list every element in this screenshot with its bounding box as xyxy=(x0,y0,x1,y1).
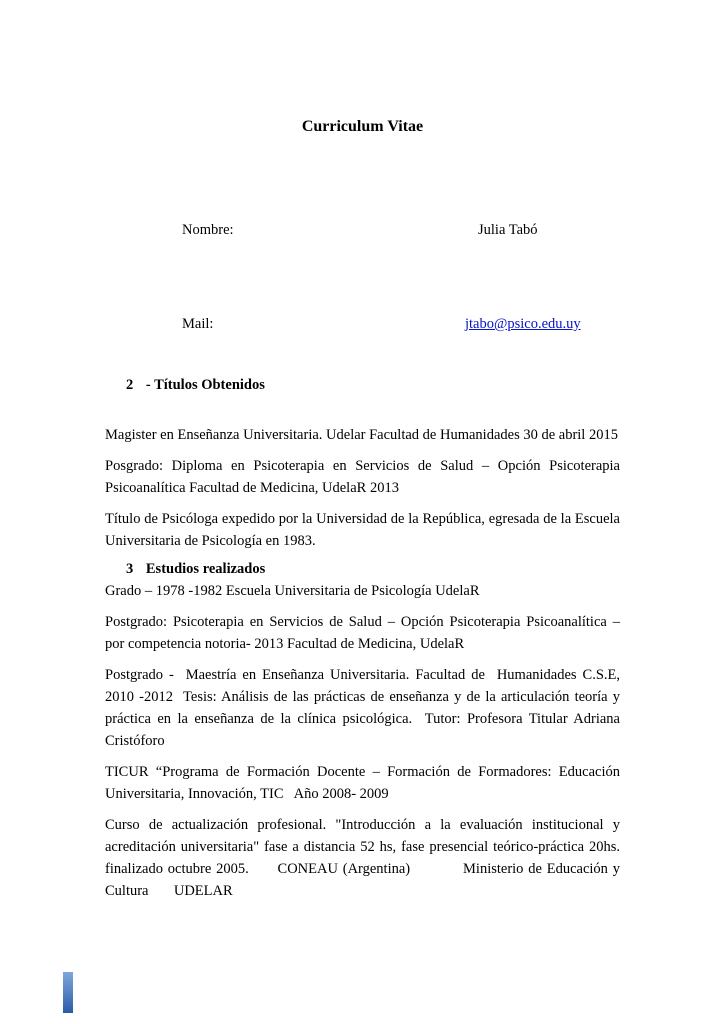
page-artifact-graphic xyxy=(63,972,73,1013)
section-heading-estudios-realizados xyxy=(105,558,620,580)
document-content xyxy=(105,0,624,902)
cv-paragraph-ticur: TICUR “Programa de Formación Docente – Formación de Formadores: Educación Universitaria, Innovación, TIC Año 2008- 2009 xyxy=(105,764,624,802)
cv-paragraph-postgrado-psicoterapia: Postgrado: Psicoterapia en Servicios de Salud – Opción Psicoterapia Psicoanalítica – por competencia notoria- 2013 Facultad de Medicina, UdelaR xyxy=(105,614,624,652)
name-value: Julia Tabó xyxy=(478,222,538,238)
cv-paragraph-grado: Grado – 1978 -1982 Escuela Universitaria de Psicología UdelaR xyxy=(105,583,480,599)
cv-paragraph-magister: Magister en Enseñanza Universitaria. Udelar Facultad de Humanidades 30 de abril 2015 xyxy=(105,427,618,443)
section-number: 2 xyxy=(126,377,134,393)
section-title: - Títulos Obtenidos xyxy=(145,377,265,393)
page-title: Curriculum Vitae xyxy=(301,118,424,135)
mail-link[interactable]: jtabo@psico.edu.uy xyxy=(465,316,581,332)
section-heading-titulos-obtenidos xyxy=(105,374,620,396)
name-label: Nombre: xyxy=(182,222,234,238)
cv-paragraph-postgrado-maestria: Postgrado - Maestría en Enseñanza Universitaria. Facultad de Humanidades C.S.E, 2010 -2012 Tesis: Análisis de las prácticas de enseñanza y de la articulación teoría y práctica en la enseñanza de la clínica psicológica. Tutor: Profesora Titular Adriana Cristóforo xyxy=(105,667,624,749)
mail-field-row xyxy=(105,316,620,333)
section-title: Estudios realizados xyxy=(145,561,266,577)
cv-paragraph-curso-actualizacion: Curso de actualización profesional. "Introducción a la evaluación institucional y acreditación universitaria" fase a distancia 52 hs, fase presencial teórico-práctica 20hs. finalizado octubre 2005. CONEAU (Argentina) Ministerio de Educación y Cultura UDELAR xyxy=(105,817,624,899)
name-field-row xyxy=(105,222,620,239)
mail-label: Mail: xyxy=(182,316,214,332)
cv-paragraph-posgrado-diploma: Posgrado: Diploma en Psicoterapia en Servicios de Salud – Opción Psicoterapia Psicoanalítica Facultad de Medicina, UdelaR 2013 xyxy=(105,458,624,496)
section-number: 3 xyxy=(126,561,134,577)
cv-paragraph-titulo-psicologa: Título de Psicóloga expedido por la Universidad de la República, egresada de la Escuela Universitaria de Psicología en 1983. xyxy=(105,511,624,549)
